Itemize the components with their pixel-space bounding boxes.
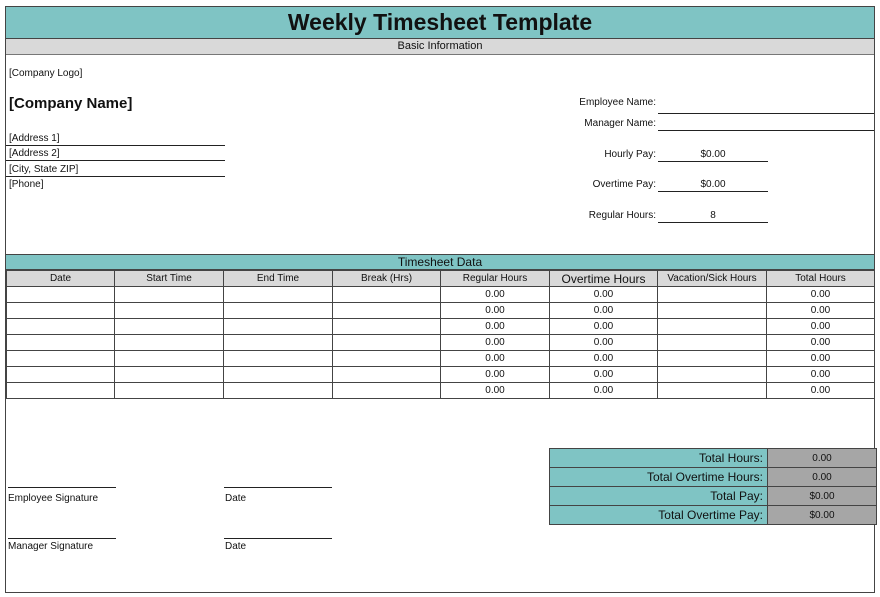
break-cell[interactable] — [333, 287, 441, 303]
total-hours-cell[interactable]: 0.00 — [767, 287, 875, 303]
col-header-date: Date — [7, 271, 115, 287]
overtime-hours-cell[interactable]: 0.00 — [550, 287, 658, 303]
address1-field[interactable]: [Address 1] — [9, 133, 60, 144]
regular-hours-cell[interactable]: 0.00 — [441, 335, 550, 351]
totals-row — [550, 468, 877, 487]
col-header-start-time: Start Time — [115, 271, 224, 287]
regular-hours-label: Regular Hours: — [588, 210, 656, 221]
overtime-hours-cell[interactable]: 0.00 — [550, 383, 658, 399]
manager-signature-label: Manager Signature — [8, 541, 94, 552]
end-time-cell[interactable] — [224, 367, 333, 383]
manager-name-label: Manager Name: — [584, 118, 656, 129]
table-row — [7, 383, 875, 399]
total-hours-cell[interactable]: 0.00 — [767, 335, 875, 351]
regular-hours-underline — [658, 222, 768, 223]
overtime-pay-label: Overtime Pay: — [592, 179, 656, 190]
total-pay-value: $0.00 — [768, 487, 877, 506]
date-cell[interactable] — [7, 367, 115, 383]
vacation-sick-cell[interactable] — [658, 383, 767, 399]
start-time-cell[interactable] — [115, 335, 224, 351]
manager-date-label: Date — [225, 541, 247, 552]
break-cell[interactable] — [333, 303, 441, 319]
date-cell[interactable] — [7, 303, 115, 319]
break-cell[interactable] — [333, 351, 441, 367]
vacation-sick-cell[interactable] — [658, 351, 767, 367]
regular-hours-cell[interactable]: 0.00 — [441, 367, 550, 383]
regular-hours-cell[interactable]: 0.00 — [441, 351, 550, 367]
total-hours-cell[interactable]: 0.00 — [767, 383, 875, 399]
employee-date-label: Date — [225, 493, 247, 504]
manager-date-line[interactable] — [224, 538, 332, 539]
date-cell[interactable] — [7, 383, 115, 399]
vacation-sick-cell[interactable] — [658, 287, 767, 303]
address1-underline — [6, 145, 225, 146]
start-time-cell[interactable] — [115, 367, 224, 383]
table-row — [7, 319, 875, 335]
table-header-row — [7, 271, 875, 287]
end-time-cell[interactable] — [224, 287, 333, 303]
vacation-sick-cell[interactable] — [658, 367, 767, 383]
employee-signature-line[interactable] — [8, 487, 116, 488]
start-time-cell[interactable] — [115, 351, 224, 367]
employee-name-field[interactable] — [658, 113, 874, 114]
total-hours-cell[interactable]: 0.00 — [767, 303, 875, 319]
start-time-cell[interactable] — [115, 303, 224, 319]
table-row — [7, 367, 875, 383]
table-row — [7, 303, 875, 319]
start-time-cell[interactable] — [115, 383, 224, 399]
totals-row — [550, 487, 877, 506]
total-hours-value: 0.00 — [768, 449, 877, 468]
employee-name-label: Employee Name: — [579, 97, 656, 108]
col-header-break: Break (Hrs) — [333, 271, 441, 287]
manager-name-field[interactable] — [658, 130, 874, 131]
regular-hours-cell[interactable]: 0.00 — [441, 383, 550, 399]
break-cell[interactable] — [333, 383, 441, 399]
timesheet-table — [6, 270, 875, 399]
overtime-hours-cell[interactable]: 0.00 — [550, 335, 658, 351]
total-hours-cell[interactable]: 0.00 — [767, 319, 875, 335]
end-time-cell[interactable] — [224, 319, 333, 335]
basic-info-header: Basic Information — [6, 39, 874, 55]
col-header-overtime-hours: Overtime Hours — [550, 271, 658, 287]
vacation-sick-cell[interactable] — [658, 319, 767, 335]
total-overtime-hours-label: Total Overtime Hours: — [550, 468, 768, 487]
table-row — [7, 287, 875, 303]
totals-row — [550, 449, 877, 468]
end-time-cell[interactable] — [224, 383, 333, 399]
regular-hours-cell[interactable]: 0.00 — [441, 287, 550, 303]
address2-field[interactable]: [Address 2] — [9, 148, 60, 159]
hourly-pay-underline — [658, 161, 768, 162]
date-cell[interactable] — [7, 335, 115, 351]
table-row — [7, 351, 875, 367]
regular-hours-value[interactable]: 8 — [710, 210, 716, 221]
city-underline — [6, 176, 225, 177]
col-header-vacation-sick: Vacation/Sick Hours — [658, 271, 767, 287]
total-overtime-pay-value: $0.00 — [768, 506, 877, 525]
overtime-hours-cell[interactable]: 0.00 — [550, 319, 658, 335]
timesheet-data-header: Timesheet Data — [6, 254, 874, 270]
totals-table — [549, 448, 877, 525]
regular-hours-cell[interactable]: 0.00 — [441, 319, 550, 335]
city-field[interactable]: [City, State ZIP] — [9, 164, 79, 175]
company-logo-placeholder: [Company Logo] — [9, 68, 83, 79]
vacation-sick-cell[interactable] — [658, 303, 767, 319]
regular-hours-cell[interactable]: 0.00 — [441, 303, 550, 319]
employee-date-line[interactable] — [224, 487, 332, 488]
break-cell[interactable] — [333, 319, 441, 335]
hourly-pay-label: Hourly Pay: — [604, 149, 656, 160]
end-time-cell[interactable] — [224, 303, 333, 319]
total-pay-label: Total Pay: — [550, 487, 768, 506]
total-overtime-hours-value: 0.00 — [768, 468, 877, 487]
table-row — [7, 335, 875, 351]
vacation-sick-cell[interactable] — [658, 335, 767, 351]
employee-signature-label: Employee Signature — [8, 493, 99, 504]
manager-signature-line[interactable] — [8, 538, 116, 539]
overtime-hours-cell[interactable]: 0.00 — [550, 351, 658, 367]
col-header-end-time: End Time — [224, 271, 333, 287]
page-title: Weekly Timesheet Template — [6, 7, 874, 39]
hourly-pay-value[interactable]: $0.00 — [700, 149, 726, 160]
phone-field[interactable]: [Phone] — [9, 179, 44, 190]
totals-row — [550, 506, 877, 525]
total-hours-cell[interactable]: 0.00 — [767, 351, 875, 367]
start-time-cell[interactable] — [115, 319, 224, 335]
timesheet-sheet — [5, 6, 875, 593]
total-overtime-pay-label: Total Overtime Pay: — [550, 506, 768, 525]
break-cell[interactable] — [333, 335, 441, 351]
break-cell[interactable] — [333, 367, 441, 383]
col-header-total-hours: Total Hours — [767, 271, 875, 287]
start-time-cell[interactable] — [115, 287, 224, 303]
address2-underline — [6, 160, 225, 161]
total-hours-cell[interactable]: 0.00 — [767, 367, 875, 383]
end-time-cell[interactable] — [224, 335, 333, 351]
company-name[interactable]: [Company Name] — [9, 95, 133, 112]
total-hours-label: Total Hours: — [550, 449, 768, 468]
col-header-regular-hours: Regular Hours — [441, 271, 550, 287]
date-cell[interactable] — [7, 287, 115, 303]
overtime-hours-cell[interactable]: 0.00 — [550, 303, 658, 319]
overtime-pay-value[interactable]: $0.00 — [700, 179, 726, 190]
date-cell[interactable] — [7, 351, 115, 367]
end-time-cell[interactable] — [224, 351, 333, 367]
date-cell[interactable] — [7, 319, 115, 335]
overtime-pay-underline — [658, 191, 768, 192]
overtime-hours-cell[interactable]: 0.00 — [550, 367, 658, 383]
